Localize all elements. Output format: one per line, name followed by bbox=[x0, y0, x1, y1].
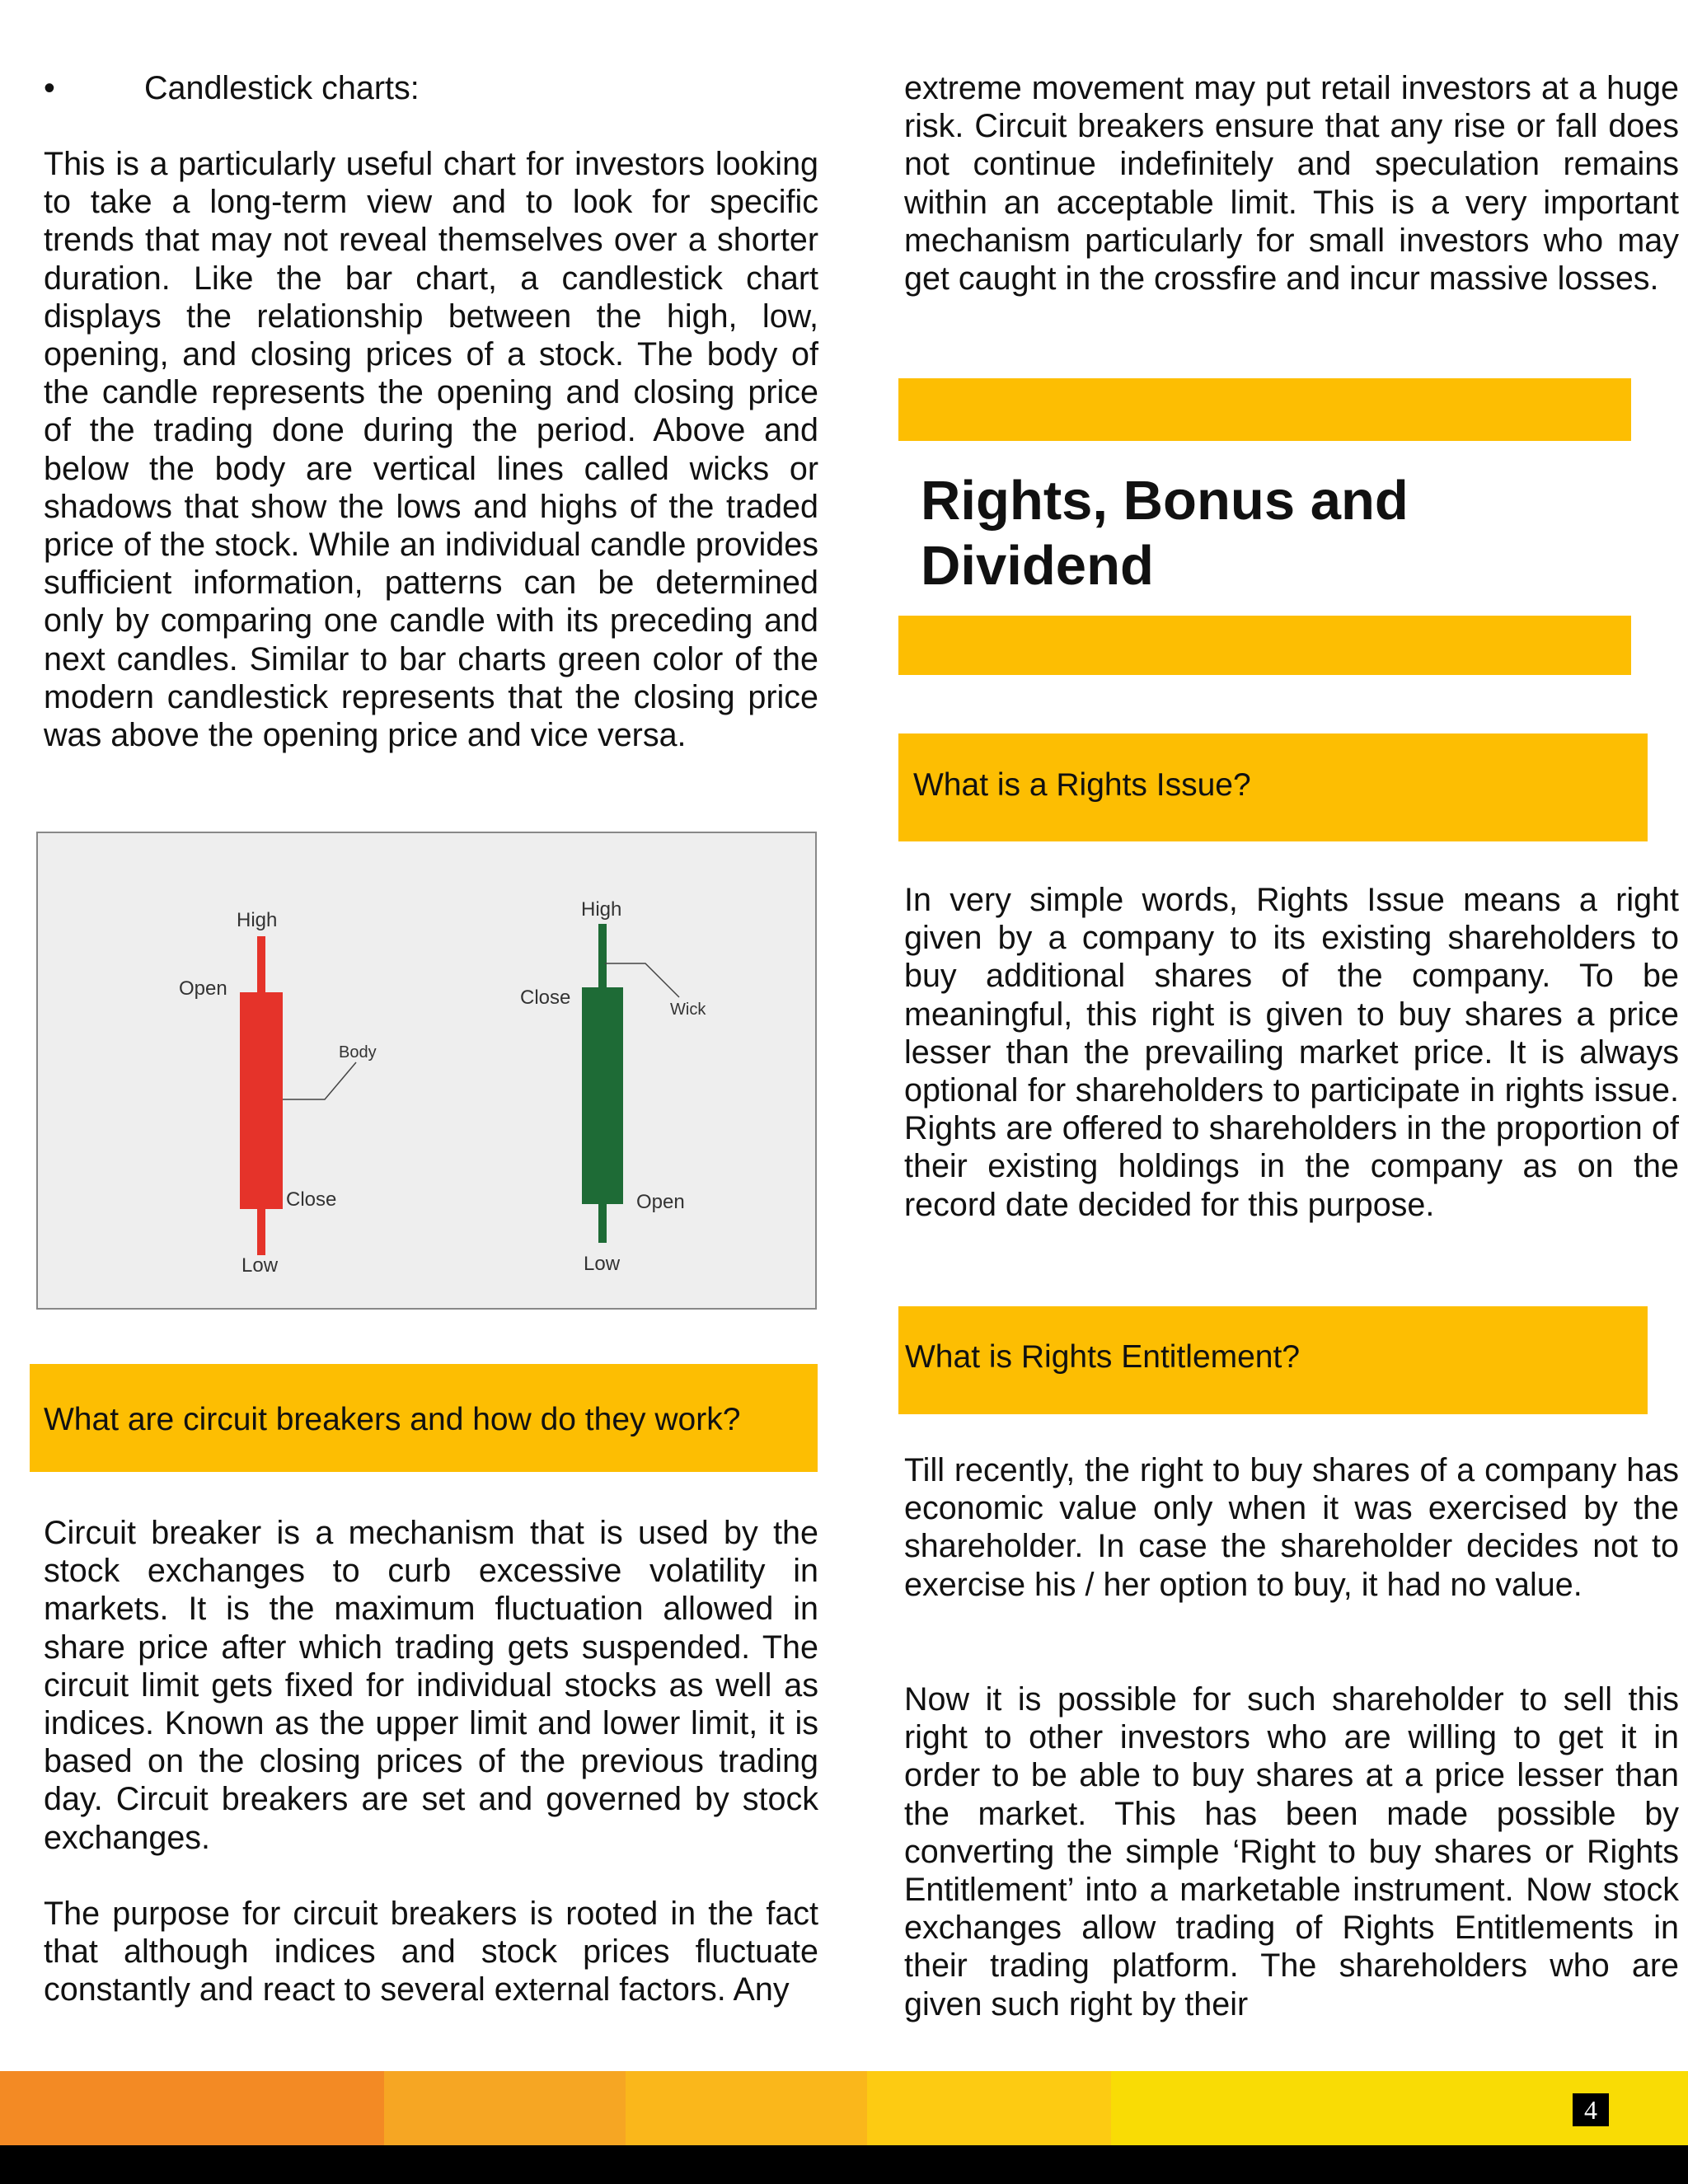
rights-issue-paragraph: In very simple words, Rights Issue means a right given by a company to its existing shareholders to buy additional shares of the company. To be meaningful, this right is given to buy shares a price lesser than the prevailing market price. It is always optional for shareholders to participate in rights issue. Rights are offered to shareholders in the proportion of their existing holdings in the company as on the record date decided for this purpose. bbox=[904, 882, 1679, 1223]
title-band-bottom bbox=[898, 616, 1631, 675]
candlestick-svg bbox=[38, 833, 818, 1311]
red-low-label: Low bbox=[241, 1254, 279, 1277]
candlestick-diagram bbox=[36, 832, 817, 1310]
candlestick-paragraph: This is a particularly useful chart for investors looking to take a long-term view and to look for specific trends that may not reveal themselves over a shorter duration. Like the bar chart, a candlestick chart displays the relationship between the high, low, opening, and closing prices of a stock. The body of the candle represents the opening and closing price of the trading done during the period. Above and below the body are vertical lines called wicks or shadows that show the lows and highs of the traded price of the stock. While an individual candle provides sufficient information, patterns can be determined only by comparing one candle with its preceding and next candles. Similar to bar charts green color of the modern candlestick represents that the closing price was above the opening price and vice versa. bbox=[44, 146, 818, 754]
section-title: Rights, Bonus and Dividend bbox=[921, 470, 1409, 597]
green-open-label: Open bbox=[636, 1191, 685, 1213]
red-body-label: Body bbox=[339, 1043, 377, 1062]
red-body-pointer bbox=[283, 1062, 356, 1099]
bullet-marker: • bbox=[44, 70, 55, 106]
title-band-top bbox=[898, 378, 1631, 441]
entitlement-heading: What is Rights Entitlement? bbox=[905, 1339, 1301, 1375]
circuit-paragraph-2: The purpose for circuit breakers is rooted in the fact that although indices and stock prices fluctuate constantly and react to several external factors. Any bbox=[44, 1896, 818, 2008]
circuit-paragraph-1: Circuit breaker is a mechanism that is used by the stock exchanges to curb excessive volatility in markets. It is the maximum fluctuation allowed in share price after which trading gets suspended. The circuit limit gets fixed for individual stocks as well as indices. Known as the upper limit and lower limit, it is based on the closing prices of the previous trading day. Circuit breakers are set and governed by stock exchanges. bbox=[44, 1515, 818, 1856]
green-close-label: Close bbox=[520, 987, 571, 1009]
footer-stripe-2 bbox=[384, 2071, 626, 2145]
candlestick-heading: Candlestick charts: bbox=[144, 70, 420, 106]
footer-black-bar bbox=[0, 2145, 1688, 2184]
entitlement-paragraph-2: Now it is possible for such shareholder to sell this right to other investors who are willing to get it in order to be able to buy shares at a price lesser than the market. This has been made possible by converting the simple ‘Right to buy shares or Rights Entitlement’ into a marketable instrument. Now stock exchanges allow trading of Rights Entitlements in their trading platform. The shareholders who are given such right by their bbox=[904, 1681, 1679, 2022]
rights-issue-heading: What is a Rights Issue? bbox=[913, 767, 1251, 803]
green-low-label: Low bbox=[584, 1253, 621, 1275]
green-candle-body bbox=[582, 987, 623, 1204]
red-close-label: Close bbox=[286, 1188, 337, 1211]
entitlement-paragraph-1: Till recently, the right to buy shares of a company has economic value only when it was exercised by the shareholder. In case the shareholder decides not to exercise his / her option to buy, it had no value. bbox=[904, 1452, 1679, 1603]
footer-stripe-4 bbox=[867, 2071, 1111, 2145]
red-open-label: Open bbox=[179, 977, 227, 1000]
red-candle-body bbox=[240, 992, 283, 1209]
green-wick-label: Wick bbox=[670, 1001, 706, 1019]
green-high-label: High bbox=[581, 898, 622, 921]
footer-stripe-1 bbox=[0, 2071, 384, 2145]
footer-stripe-3 bbox=[626, 2071, 867, 2145]
continuation-paragraph: extreme movement may put retail investors at a huge risk. Circuit breakers ensure that any rise or fall does not continue indefinitely and speculation remains within an acceptable limit. This is a very important mechanism particularly for small investors who may get caught in the crossfire and incur massive losses. bbox=[904, 70, 1679, 298]
circuit-heading: What are circuit breakers and how do they work? bbox=[44, 1402, 741, 1437]
bullet-heading-line bbox=[44, 69, 420, 107]
page-number: 4 bbox=[1573, 2093, 1609, 2126]
red-high-label: High bbox=[237, 909, 278, 931]
